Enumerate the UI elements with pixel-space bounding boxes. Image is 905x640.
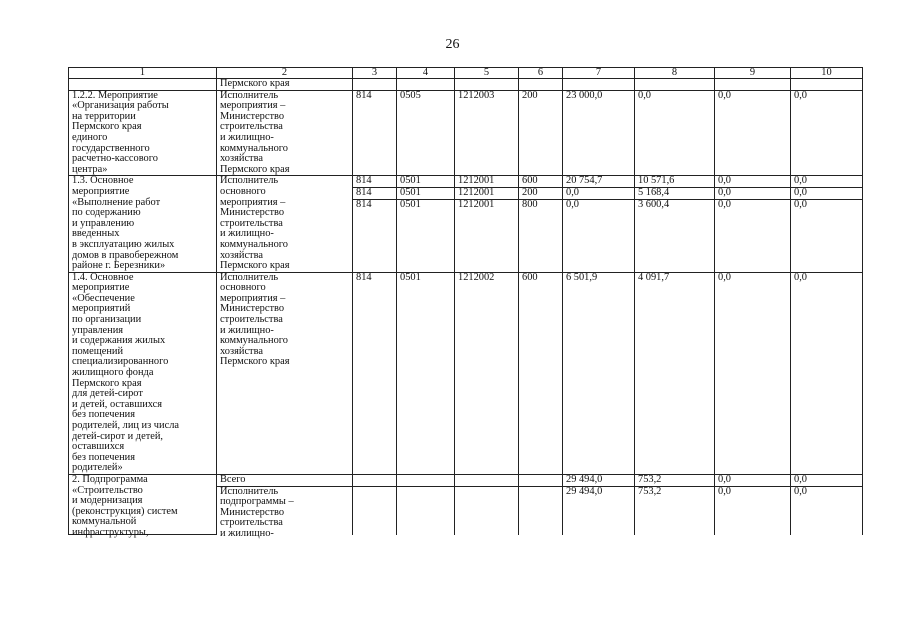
- amount-cell: [715, 90, 791, 176]
- table-row: [69, 90, 863, 176]
- table-cell: [635, 79, 715, 91]
- amount-cell: 0,0: [791, 176, 863, 188]
- amount-cell: 0,0: [715, 272, 791, 474]
- section-cell: 0501: [397, 188, 455, 200]
- amount-cell: 0,0: [791, 199, 863, 272]
- value: 0,0: [718, 89, 731, 101]
- executor-cell: [217, 485, 353, 539]
- amount-cell: 0,0: [715, 486, 791, 535]
- event-name-cell: 1.4. Основное мероприятие «Обеспечение мероприятий по организации управления и содержания жилых помещений специализированного жилищного фонда Пермского края для детей-сирот и детей, оставшихся без попечения родителей, лиц из числа детей-сирот и детей, оставшихся без попечения родителей»: [69, 272, 217, 474]
- value: 1212003: [458, 89, 495, 101]
- target-cell: [455, 90, 519, 176]
- table-cell: [519, 486, 563, 535]
- table-cell: [397, 486, 455, 535]
- table-row: [69, 176, 863, 188]
- expense-type-cell: 800: [519, 199, 563, 272]
- header-cell: 6: [519, 68, 563, 79]
- table-cell: [455, 474, 519, 486]
- amount-cell: 3 600,4: [635, 199, 715, 272]
- header-cell: 2: [217, 68, 353, 79]
- section-cell: 0501: [397, 199, 455, 272]
- table-cell: [519, 474, 563, 486]
- table-row: [69, 272, 863, 474]
- continuation-row: [69, 79, 863, 91]
- table-cell: [397, 79, 455, 91]
- grbs-cell: 814: [353, 272, 397, 474]
- section-cell: 0501: [397, 272, 455, 474]
- amount-cell: 20 754,7: [563, 176, 635, 188]
- value: 0,0: [794, 89, 807, 101]
- header-cell: 9: [715, 68, 791, 79]
- expense-type-cell: 600: [519, 176, 563, 188]
- event-name-cell: 1.3. Основное мероприятие «Выполнение работ по содержанию и управлению введенных в эксплуатацию жилых домов в правобережном районе г. Березники»: [69, 176, 217, 272]
- table-cell: [715, 79, 791, 91]
- page-number: 26: [445, 37, 460, 52]
- expense-type-cell: 200: [519, 188, 563, 200]
- grbs-cell: 814: [353, 176, 397, 188]
- amount-cell: 753,2: [635, 486, 715, 535]
- section-cell: [397, 90, 455, 176]
- expense-type-cell: [519, 90, 563, 176]
- amount-cell: 0,0: [791, 474, 863, 486]
- value: 200: [522, 89, 538, 101]
- amount-cell: [791, 90, 863, 176]
- amount-cell: [563, 90, 635, 176]
- amount-cell: 0,0: [715, 474, 791, 486]
- amount-cell: 5 168,4: [635, 188, 715, 200]
- subprogram-total-row: [69, 474, 863, 486]
- table-cell: [455, 79, 519, 91]
- amount-cell: 0,0: [791, 188, 863, 200]
- value: 0,0: [638, 89, 651, 101]
- amount-cell: [635, 90, 715, 176]
- amount-cell: 0,0: [563, 188, 635, 200]
- expense-type-cell: 600: [519, 272, 563, 474]
- amount-cell: 6 501,9: [563, 272, 635, 474]
- grbs-cell: 814: [353, 188, 397, 200]
- executor-text: Исполнитель подпрограммы – Министерство строительства и жилищно-: [220, 485, 294, 539]
- amount-cell: 753,2: [635, 474, 715, 486]
- target-cell: 1212001: [455, 176, 519, 188]
- table-cell: [353, 474, 397, 486]
- value: 23 000,0: [566, 89, 603, 101]
- amount-cell: 0,0: [791, 272, 863, 474]
- amount-cell: 10 571,6: [635, 176, 715, 188]
- table-cell: [563, 79, 635, 91]
- table-cell: [519, 79, 563, 91]
- subprogram-name-cell: [69, 473, 217, 538]
- executor-cell: Пермского края: [217, 79, 353, 91]
- budget-table: [68, 67, 863, 539]
- header-cell: 1: [69, 68, 217, 79]
- header-cell: 10: [791, 68, 863, 79]
- section-cell: 0501: [397, 176, 455, 188]
- grbs-cell: 814: [353, 199, 397, 272]
- executor-cell: Исполнитель основного мероприятия – Министерство строительства и жилищно- коммунального хозяйства Пермского края: [217, 176, 353, 272]
- header-cell: 7: [563, 68, 635, 79]
- total-label-cell: Всего: [217, 474, 353, 486]
- header-cell: 3: [353, 68, 397, 79]
- header-row: [69, 68, 863, 79]
- event-name-cell: 1.2.2. Мероприятие «Организация работы на территории Пермского края единого государственного расчетно-кассового центра»: [69, 90, 217, 176]
- table-cell: [791, 79, 863, 91]
- amount-cell: 29 494,0: [563, 486, 635, 535]
- subprogram-name: 2. Подпрограмма «Строительство и модернизация (реконструкция) систем коммунальной инфраструктуры,: [72, 473, 178, 538]
- executor-cell: Исполнитель мероприятия – Министерство строительства и жилищно- коммунального хозяйства Пермского края: [217, 90, 353, 176]
- amount-cell: 4 091,7: [635, 272, 715, 474]
- target-cell: 1212001: [455, 188, 519, 200]
- value: 814: [356, 89, 372, 101]
- amount-cell: 0,0: [563, 199, 635, 272]
- amount-cell: 0,0: [715, 188, 791, 200]
- executor-cell: Исполнитель основного мероприятия – Министерство строительства и жилищно- коммунального хозяйства Пермского края: [217, 272, 353, 474]
- grbs-cell: [353, 90, 397, 176]
- target-cell: 1212002: [455, 272, 519, 474]
- target-cell: 1212001: [455, 199, 519, 272]
- amount-cell: 0,0: [791, 486, 863, 535]
- header-cell: 8: [635, 68, 715, 79]
- table-cell: [353, 486, 397, 535]
- table-cell: [353, 79, 397, 91]
- amount-cell: 0,0: [715, 199, 791, 272]
- value: 0505: [400, 89, 421, 101]
- table-cell: [455, 486, 519, 535]
- header-cell: 4: [397, 68, 455, 79]
- amount-cell: 0,0: [715, 176, 791, 188]
- header-cell: 5: [455, 68, 519, 79]
- table-cell: [397, 474, 455, 486]
- amount-cell: 29 494,0: [563, 474, 635, 486]
- table-cell: [69, 79, 217, 91]
